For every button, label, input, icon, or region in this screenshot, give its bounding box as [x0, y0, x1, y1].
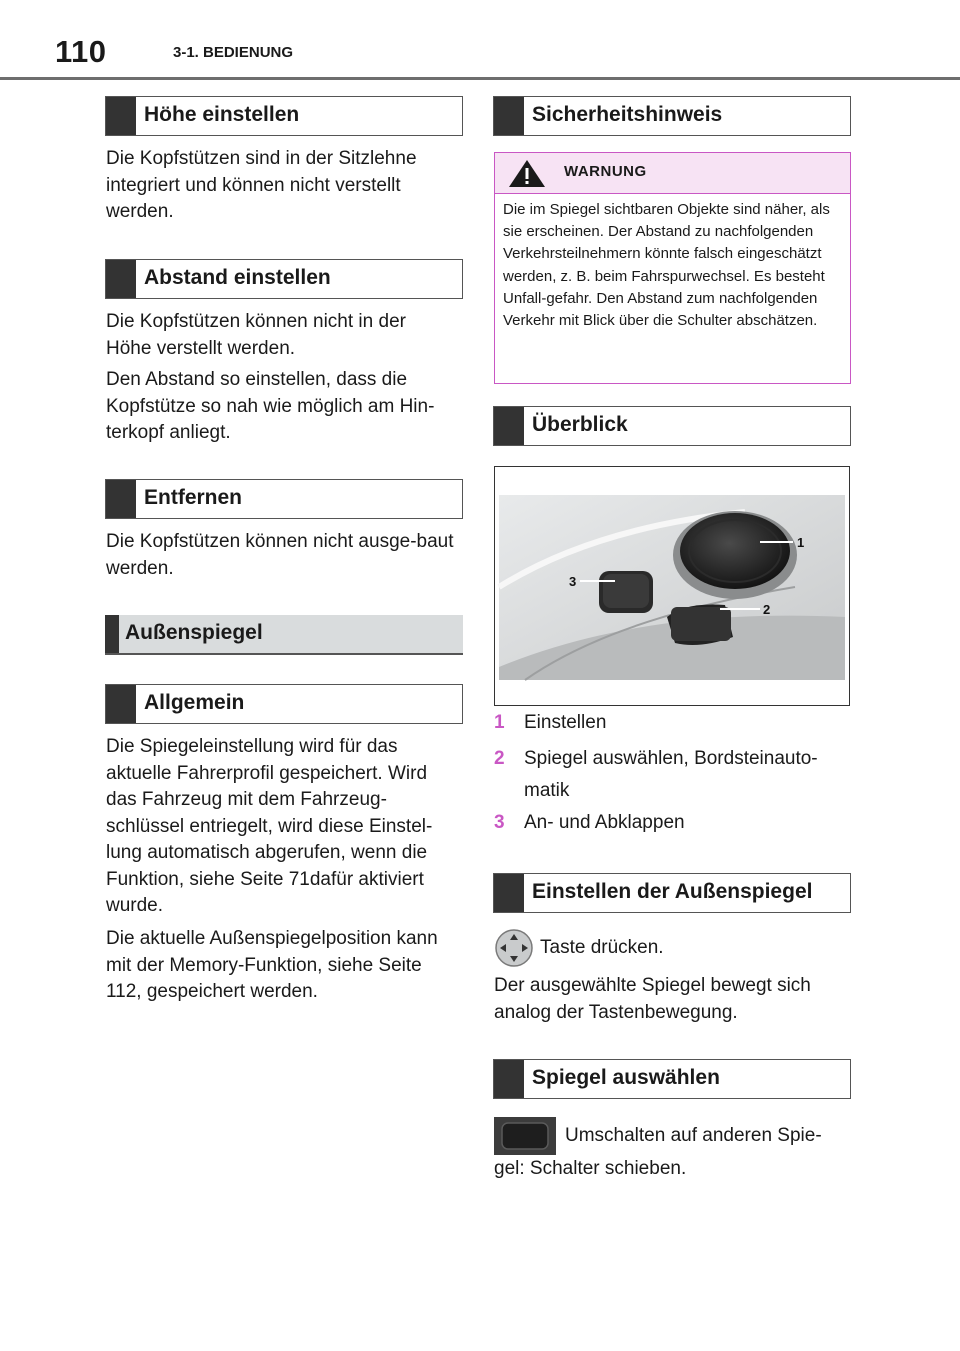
heading-text: Höhe einstellen [144, 103, 300, 126]
heading-bar [106, 480, 136, 518]
legend-number: 1 [494, 712, 505, 733]
mirror-control-figure [494, 466, 850, 706]
warning-header [495, 153, 850, 194]
paragraph: Die aktuelle Außenspiegelposition kann mit der Memory-Funktion, siehe Seite 112, gespeichert werden. [106, 928, 438, 1002]
paragraph: Taste drücken. [540, 937, 664, 958]
paragraph: Umschalten auf anderen Spie- [565, 1125, 822, 1146]
paragraph: Die Kopfstützen können nicht ausge-baut werden. [106, 531, 454, 579]
mirror-control-illustration [495, 467, 849, 705]
warning-box [494, 152, 851, 384]
figure-label-3: 3 [569, 574, 577, 589]
legend-item [494, 810, 850, 836]
heading-text: Einstellen der Außenspiegel [532, 880, 813, 903]
heading-text: Allgemein [144, 691, 245, 714]
heading-bar [494, 1060, 524, 1098]
heading-bar [494, 407, 524, 445]
heading-text: Spiegel auswählen [532, 1066, 720, 1089]
legend-number: 2 [494, 748, 505, 769]
section-aussenspiegel [105, 615, 463, 655]
heading-text: Sicherheitshinweis [532, 103, 723, 126]
heading-text: Entfernen [144, 486, 243, 509]
heading-text: Abstand einstellen [144, 266, 331, 289]
heading-bar [106, 260, 136, 298]
legend-text: An- und Abklappen [524, 812, 685, 833]
figure-label-1: 1 [797, 535, 805, 550]
legend-item [494, 746, 850, 807]
section-text: Außenspiegel [125, 621, 263, 644]
heading-ueberblick [493, 406, 851, 446]
heading-sicherheitshinweis [493, 96, 851, 136]
warning-text: Die im Spiegel sichtbaren Objekte sind näher, als sie erscheinen. Der Abstand zu nachfolgenden Verkehrsteilnehmern könnte falsch eingeschätzt werden, z. B. beim Fahrspurwechsel. Es besteht Unfall-gefahr. Den Abstand zum nachfolgenden Verkehr mit Blick über die Schulter abschätzen. [503, 201, 830, 330]
heading-spiegel-auswaehlen [493, 1059, 851, 1099]
heading-entfernen [105, 479, 463, 519]
legend-text: Einstellen [524, 712, 607, 733]
paragraph: Der ausgewählte Spiegel bewegt sich analog der Tastenbewegung. [494, 975, 811, 1023]
heading-hoehe-einstellen [105, 96, 463, 136]
section-bar [105, 615, 119, 653]
heading-abstand-einstellen [105, 259, 463, 299]
heading-einstellen-aussenspiegel [493, 873, 851, 913]
paragraph: gel: Schalter schieben. [494, 1158, 687, 1179]
legend-text: Spiegel auswählen, Bordsteinauto-matik [524, 748, 818, 801]
warning-triangle-icon [507, 158, 547, 188]
heading-text: Überblick [532, 413, 628, 436]
heading-bar [106, 97, 136, 135]
heading-bar [106, 685, 136, 723]
warning-title: WARNUNG [564, 163, 647, 180]
header-rule [0, 77, 960, 80]
chapter-title: 3-1. BEDIENUNG [173, 44, 294, 61]
figure-label-2: 2 [763, 602, 771, 617]
legend-number: 3 [494, 812, 505, 833]
heading-bar [494, 97, 524, 135]
heading-allgemein [105, 684, 463, 724]
paragraph: Den Abstand so einstellen, dass die Kopfstütze so nah wie möglich am Hin-terkopf anliegt. [106, 369, 435, 443]
mirror-select-switch-icon [494, 1117, 556, 1155]
heading-bar [494, 874, 524, 912]
paragraph: Die Kopfstützen sind in der Sitzlehne integriert und können nicht verstellt werden. [106, 148, 417, 222]
paragraph: Die Spiegeleinstellung wird für das aktuelle Fahrerprofil gespeichert. Wird das Fahrzeug mit dem Fahrzeug-schlüssel entriegelt, wird diese Einstel-lung automatisch abgerufen, wenn die Funktion, siehe Seite 71dafür aktiviert wurde. [106, 736, 433, 916]
page-number: 110 [55, 34, 107, 69]
paragraph: Die Kopfstützen können nicht in der Höhe verstellt werden. [106, 311, 406, 359]
legend-item [494, 710, 850, 736]
direction-pad-icon [494, 928, 534, 968]
